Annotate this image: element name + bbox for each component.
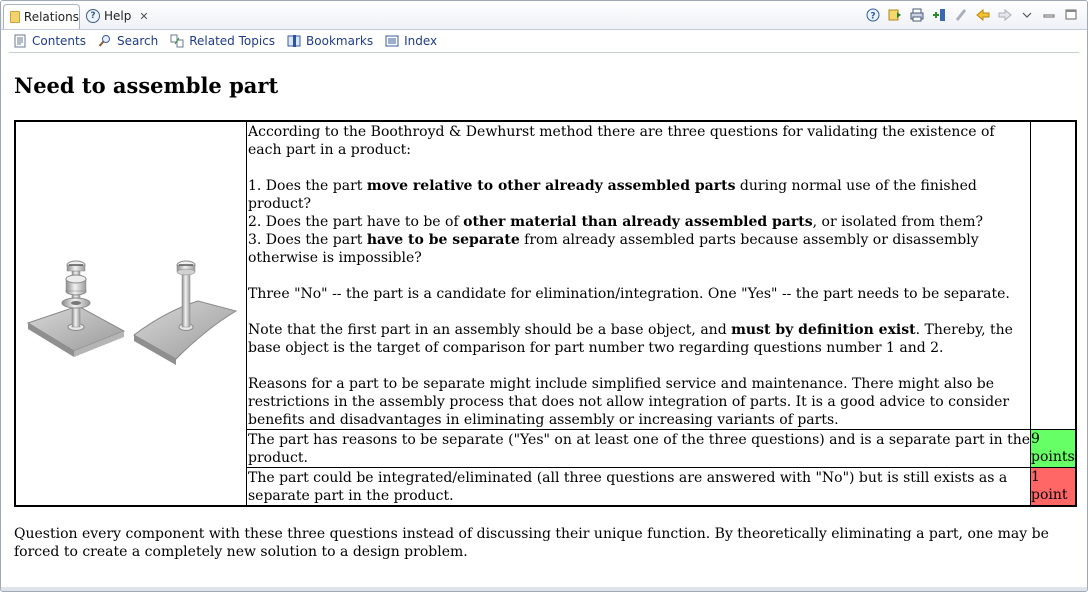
search-icon — [98, 34, 112, 48]
nav-label: Related Topics — [189, 34, 276, 48]
back-icon[interactable] — [975, 7, 991, 23]
question-2-text-end: , or isolated from them? — [812, 214, 984, 230]
minimize-icon[interactable] — [1041, 7, 1057, 23]
nav-label: Index — [404, 34, 438, 48]
help-nav-bar — [1, 30, 1087, 52]
rule-text: Three "No" -- the part is a candidate for elimination/integration. One "Yes" -- the part needs to be separate. — [248, 286, 1010, 302]
question-2-text: 2. Does the part have to be of — [248, 214, 464, 230]
highlight-icon[interactable] — [953, 7, 969, 23]
page-title: Need to assemble part — [14, 73, 279, 98]
svg-text:?: ? — [870, 11, 876, 22]
synchronize-icon[interactable] — [887, 7, 903, 23]
index-icon — [385, 34, 399, 48]
bookmark-add-icon[interactable] — [931, 7, 947, 23]
screw-parts-illustration — [16, 251, 246, 371]
intro-text: According to the Boothroyd & Dewhurst method there are three questions for validating the existence of each part in a product: — [248, 124, 995, 158]
nav-label: Search — [116, 34, 159, 48]
nav-label: Contents — [32, 34, 86, 48]
nav-bookmarks[interactable] — [287, 34, 373, 48]
points-9-badge: 9 points — [1031, 430, 1077, 468]
nav-label: Bookmarks — [306, 34, 374, 48]
close-icon[interactable]: ✕ — [139, 9, 149, 23]
question-1-emphasis: move relative to other already assembled parts — [366, 178, 736, 194]
tab-relations[interactable] — [3, 4, 80, 29]
question-1-text-end: during normal use of the finished product? — [248, 178, 977, 212]
note-text-end: . Thereby, the base object is the target of comparison for part number two regarding questions number 1 and 2. — [248, 322, 1013, 356]
forward-icon[interactable] — [997, 7, 1013, 23]
question-3-text-end: from already assembled parts because assembly or disassembly otherwise is impossible? — [248, 232, 979, 266]
help-content — [1, 53, 1087, 591]
question-2-emphasis: other material than already assembled parts — [463, 214, 813, 230]
related-topics-icon — [170, 34, 184, 48]
part-illustration-cell — [15, 121, 247, 506]
tab-help[interactable] — [80, 4, 152, 28]
help-icon: ? — [86, 9, 100, 23]
help-contents-icon[interactable] — [865, 7, 881, 23]
bookmarks-icon — [287, 34, 301, 48]
nav-index[interactable] — [385, 34, 437, 48]
tab-bar — [1, 1, 1087, 30]
contents-icon — [13, 34, 27, 48]
note-emphasis: must by definition exist — [731, 322, 916, 338]
reasons-text: Reasons for a part to be separate might include simplified service and maintenance. There might also be restrictions in the assembly process that does not allow integration of parts. It is a good advice to consider benefits and disadvantages in eliminating assembly or increasing variants of parts. — [248, 376, 1010, 428]
note-text — [248, 321, 1030, 357]
view-menu-icon[interactable] — [1019, 7, 1035, 23]
maximize-icon[interactable] — [1063, 7, 1079, 23]
points-1-badge: 1 point — [1031, 468, 1077, 507]
assessment-table — [14, 120, 1077, 507]
question-1-text: 1. Does the part — [248, 178, 367, 194]
tab-label: Help — [104, 9, 132, 23]
question-3-text: 3. Does the part — [248, 232, 367, 248]
question-list — [248, 177, 1030, 267]
empty-points-cell — [1031, 121, 1077, 430]
question-3-emphasis: have to be separate — [366, 232, 520, 248]
table-row — [15, 121, 1076, 430]
closing-paragraph: Question every component with these three questions instead of discussing their unique function. By theoretically eliminating a part, one may be forced to create a completely new solution to a design problem. — [14, 526, 1049, 560]
integrable-part-criterion: The part could be integrated/eliminated (all three questions are answered with "No") but is still exists as a separate part in the product. — [247, 468, 1031, 507]
note-text-start: Note that the first part in an assembly should be a base object, and — [248, 322, 732, 338]
tab-label: Relations — [23, 10, 79, 24]
method-description — [247, 121, 1031, 430]
separate-part-criterion: The part has reasons to be separate ("Yes" on at least one of the three questions) and is a separate part in the product. — [247, 430, 1031, 468]
nav-search[interactable] — [98, 34, 158, 48]
nav-contents[interactable] — [13, 34, 86, 48]
view-toolbar — [865, 7, 1079, 23]
print-icon[interactable] — [909, 7, 925, 23]
bottom-border — [1, 587, 1087, 591]
nav-related-topics[interactable] — [170, 34, 275, 48]
folder-icon — [10, 11, 20, 23]
